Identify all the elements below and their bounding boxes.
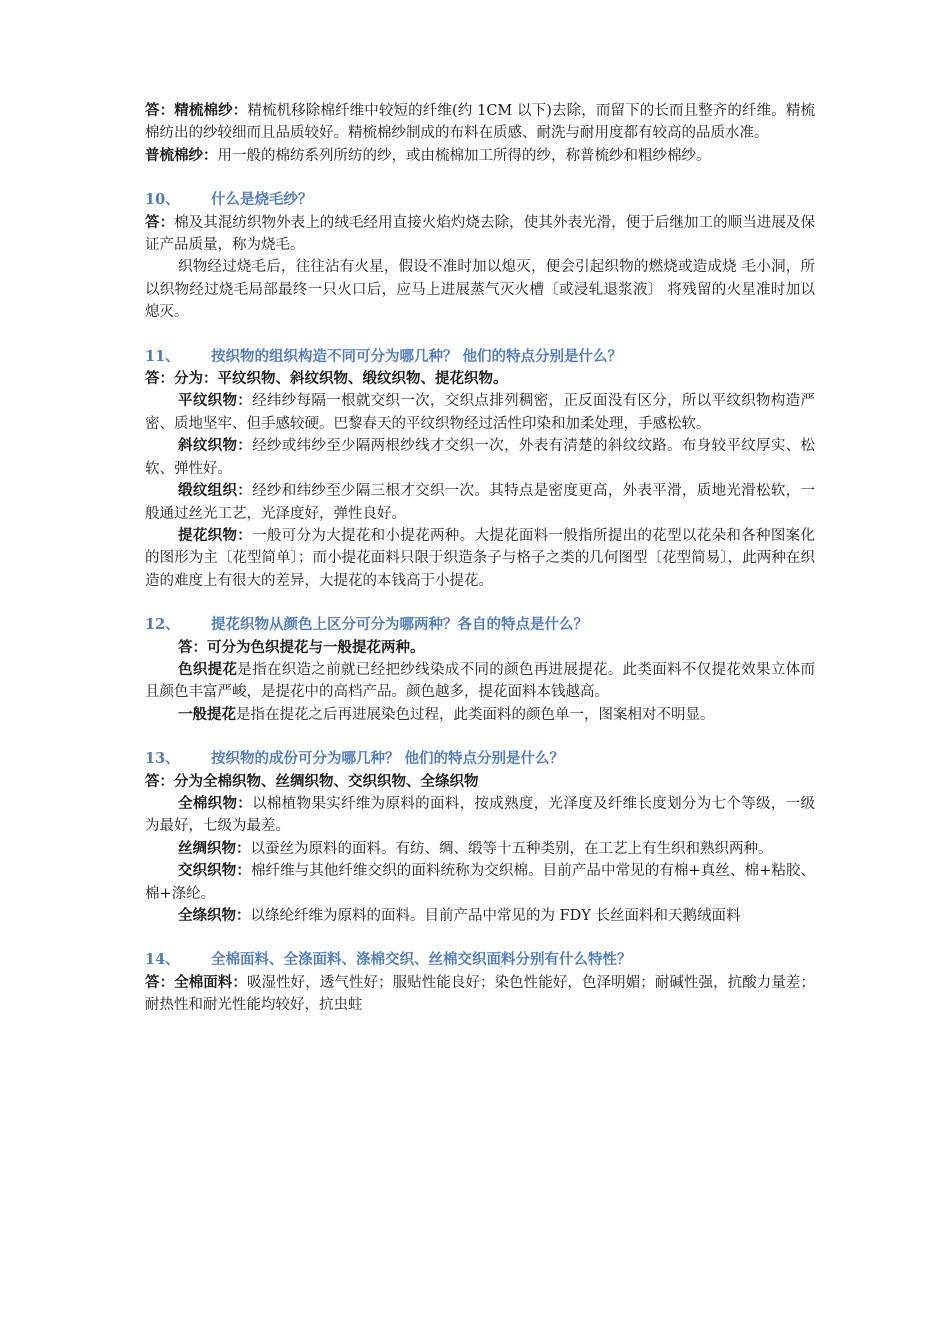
paragraph-lead: 全绦织物： — [178, 907, 251, 924]
question-heading — [145, 614, 815, 636]
paragraph — [145, 390, 815, 435]
paragraph — [145, 860, 815, 905]
question-number: 11、 — [145, 347, 180, 365]
paragraph — [145, 771, 815, 793]
question-heading — [145, 949, 815, 971]
section-10 — [145, 189, 815, 323]
section-comb-yarn — [145, 100, 815, 167]
document-page — [145, 100, 815, 1017]
paragraph — [145, 525, 815, 592]
paragraph-text: 是指在提花之后再进展染色过程，此类面料的颜色单一，图案相对不明显。 — [236, 706, 715, 723]
section-13 — [145, 748, 815, 927]
paragraph-lead: 答：分为全棉织物、丝绸织物、交织织物、全绦织物 — [145, 772, 479, 790]
paragraph — [145, 793, 815, 838]
paragraph-lead: 答： — [145, 213, 175, 231]
paragraph — [145, 659, 815, 704]
paragraph-lead: 答：可分为色织提花与一般提花两种。 — [178, 638, 425, 656]
question-number: 13、 — [145, 750, 180, 768]
paragraph-lead: 缎纹组织： — [178, 482, 253, 500]
paragraph-text: 织物经过烧毛后，往往沾有火星，假设不准时加以熄灭，便会引起织物的燃烧或造成烧 毛小洞，所以织物经过烧毛局部最终一只火口后，应马上进展蒸气灭火槽〔或浸轧退浆液〕 将残留的火星准时加以熄灭。 — [145, 259, 815, 321]
question-number: 14、 — [145, 951, 180, 969]
question-heading — [145, 346, 815, 368]
paragraph-lead: 答：精梳棉纱： — [145, 102, 248, 119]
paragraph — [145, 905, 815, 927]
paragraph-lead: 提花织物： — [178, 526, 253, 544]
paragraph-lead: 平纹织物： — [178, 392, 253, 410]
question-text: 什么是烧毛纱？ — [211, 191, 313, 209]
paragraph-lead: 答：分为：平纹织物、斜纹织物、缎纹织物、提花织物。 — [145, 370, 508, 388]
paragraph-text: 一般可分为大提花和小提花两种。大提花面料一般指所提出的花型以花朵和各种图案化的图形为主〔花型简单〕；而小提花面料只限于织造条子与格子之类的几何图型〔花型简易〕，此两种在织造的难度上有很大的差异，大提花的本钱高于小提花。 — [145, 527, 815, 589]
question-number: 10、 — [145, 191, 180, 209]
question-text: 按织物的成份可分为哪几种？ 他们的特点分别是什么？ — [211, 750, 565, 768]
section-14 — [145, 949, 815, 1016]
paragraph-text: 棉及其混纺织物外表上的绒毛经用直接火焰灼烧去除，使其外表光滑，便于后继加工的顺当进展及保证产品质量，称为烧毛。 — [145, 214, 816, 254]
paragraph-lead: 斜纹织物： — [178, 437, 253, 455]
paragraph — [145, 145, 815, 167]
paragraph-text: 经纬纱每隔一根就交织一次，交织点排列稠密，正反面没有区分，所以平纹织物构造严密、质地坚牢、但手感较硬。巴黎春天的平纹织物经过活性印染和加柔处理，手感松软。 — [145, 393, 815, 432]
paragraph — [145, 480, 815, 525]
paragraph — [145, 972, 815, 1017]
paragraph-lead: 色织提花 — [178, 660, 238, 678]
question-text: 按织物的组织构造不同可分为哪几种？ 他们的特点分别是什么？ — [211, 347, 623, 365]
paragraph-text: 以绦纶纤维为原料的面料。目前产品中常见的为 FDY 长丝面料和天鹅绒面料 — [250, 908, 741, 924]
paragraph-lead: 答：全棉面料： — [145, 973, 247, 991]
paragraph — [145, 838, 815, 860]
paragraph — [145, 368, 815, 390]
paragraph-lead: 交织织物： — [178, 862, 251, 880]
paragraph-text: 是指在织造之前就已经把纱线染成不同的颜色再进展提花。此类面料不仅提花效果立体而且颜色丰富严峻，是提花中的高档产品。颜色越多，提花面料本钱越高。 — [145, 661, 816, 701]
paragraph-text: 精梳机移除棉纤维中较短的纤维(约 1CM 以下)去除，而留下的长而且整齐的纤维。精梳棉纺出的纱较细而且品质较好。精梳棉纱制成的布料在质感、耐洗与耐用度都有较高的品质水准。 — [145, 103, 815, 142]
question-number: 12、 — [145, 616, 180, 634]
paragraph-lead: 全棉织物： — [178, 794, 253, 812]
paragraph-text: 用一般的棉纺系列所纺的纱，或由梳棉加工所得的纱，称普梳纱和粗纱棉纱。 — [217, 147, 711, 164]
paragraph-text: 棉纤维与其他纤维交织的面料统称为交织棉。目前产品中常见的有棉+真丝、棉+粘胶、棉+涤纶。 — [145, 863, 816, 902]
section-12 — [145, 614, 815, 726]
paragraph-text: 经纱和纬纱至少隔三根才交织一次。其特点是密度更高，外表平滑，质地光滑松软，一般通过丝光工艺，光泽度好，弹性良好。 — [145, 483, 815, 522]
question-heading — [145, 748, 815, 770]
paragraph — [145, 100, 815, 145]
section-11 — [145, 346, 815, 592]
paragraph-text: 以蚕丝为原料的面料。有纺、绸、缎等十五种类别，在工艺上有生织和熟织两种。 — [250, 840, 773, 857]
paragraph-text: 吸湿性好，透气性好；服贴性能良好；染色性能好，色泽明媚；耐碱性强，抗酸力量差；耐热性和耐光性能均较好，抗虫蛀 — [145, 974, 815, 1014]
paragraph-text: 经纱或纬纱至少隔两根纱线才交织一次，外表有清楚的斜纹纹路。布身较平纹厚实、松软、弹性好。 — [145, 438, 815, 477]
paragraph — [145, 435, 815, 480]
paragraph — [145, 704, 815, 726]
paragraph — [145, 637, 815, 659]
paragraph-lead: 普梳棉纱： — [145, 146, 218, 164]
question-text: 提花织物从颜色上区分可分为哪两种？各自的特点是什么？ — [211, 616, 588, 634]
paragraph — [145, 256, 815, 323]
paragraph-text: 以棉植物果实纤维为原料的面料，按成熟度，光泽度及纤维长度划分为七个等级，一级为最好，七级为最差。 — [145, 795, 815, 835]
question-heading — [145, 189, 815, 211]
question-text: 全棉面料、全涤面料、涤棉交织、丝棉交织面料分别有什么特性？ — [211, 951, 632, 969]
paragraph — [145, 212, 815, 257]
paragraph-lead: 丝绸织物： — [178, 839, 251, 857]
paragraph-lead: 一般提花 — [178, 705, 236, 723]
